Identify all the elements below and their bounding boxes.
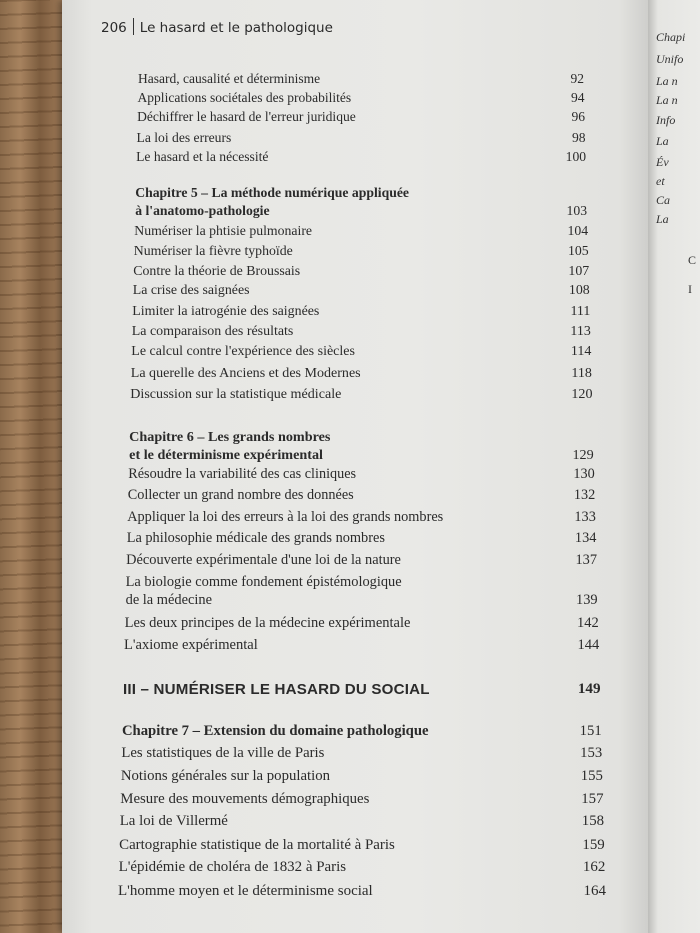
toc-section-entry [126, 529, 597, 547]
entry-page-number: 100 [565, 149, 587, 164]
facing-page-fragment: La [656, 134, 669, 148]
book-page-right [648, 0, 700, 933]
toc-section-entry [130, 385, 593, 403]
toc-section-entry [118, 858, 606, 877]
entry-page-number: 155 [580, 768, 603, 784]
toc-part-entry [122, 680, 601, 699]
entry-title-line: Limiter la iatrogénie des saignées [132, 304, 320, 319]
entry-page-number: 105 [567, 243, 589, 258]
entry-page-number: 118 [571, 365, 592, 381]
entry-title-line: La querelle des Anciens et des Modernes [130, 365, 361, 381]
toc-section-entry [126, 551, 598, 569]
entry-title-line: Collecter un grand nombre des données [127, 487, 354, 503]
toc-section-entry [133, 262, 590, 280]
toc-chapter-entry [129, 428, 594, 464]
entry-title-line: L'axiome expérimental [124, 637, 258, 653]
toc-section-entry [121, 744, 603, 763]
toc-section-entry [136, 129, 586, 146]
page-number: 206 [101, 20, 127, 36]
entry-page-number: 92 [570, 71, 584, 86]
toc-chapter-entry [135, 184, 588, 220]
entry-title-line: Découverte expérimentale d'une loi de la nature [126, 552, 401, 568]
facing-page-fragment: Chapi [656, 30, 686, 44]
toc-section-entry [133, 242, 589, 260]
entry-page-number: 113 [570, 324, 591, 339]
facing-page-fragment: La n [656, 93, 678, 107]
entry-page-number: 103 [566, 203, 588, 218]
entry-title-line: Les deux principes de la médecine expérimentale [124, 615, 411, 631]
entry-title-line: Chapitre 6 – Les grands nombres [129, 429, 331, 445]
entry-page-number: 132 [573, 487, 596, 503]
toc-chapter-entry [121, 722, 602, 741]
running-header [101, 18, 333, 36]
entry-page-number: 164 [583, 883, 606, 899]
entry-title-line: Le calcul contre l'expérience des siècles [131, 344, 355, 359]
entry-page-number: 151 [579, 723, 602, 739]
entry-page-number: 142 [576, 615, 599, 631]
entry-title-line: Mesure des mouvements démographiques [120, 791, 370, 807]
entry-title-line: La comparaison des résultats [131, 324, 294, 339]
entry-title-line: Discussion sur la statistique médicale [130, 386, 342, 402]
entry-page-number: 107 [568, 263, 590, 278]
entry-page-number: 157 [581, 791, 604, 807]
toc-section-entry [136, 148, 587, 165]
toc-section-entry [134, 222, 589, 240]
toc-section-entry [118, 882, 606, 901]
toc-section-entry [119, 836, 605, 855]
entry-title-line: Notions générales sur la population [120, 768, 330, 784]
toc-section-entry [125, 573, 598, 609]
facing-page-fragment: La n [656, 74, 678, 88]
entry-title-line: à l'anatomo-pathologie [135, 203, 270, 218]
entry-title-line: L'homme moyen et le déterminisme social [118, 883, 373, 899]
entry-title-line: Contre la théorie de Broussais [133, 263, 301, 278]
toc-section-entry [132, 303, 591, 321]
facing-page-fragment: Ca [656, 193, 671, 207]
entry-page-number: 114 [570, 344, 592, 359]
facing-page-fragment: C [688, 253, 697, 267]
entry-title-line: Applications sociétales des probabilités [137, 90, 352, 105]
entry-title-line: de la médecine [125, 592, 212, 608]
facing-page-fragment: Unifo [656, 52, 684, 66]
entry-title-line: La philosophie médicale des grands nombres [126, 530, 385, 546]
facing-page-fragment: La [656, 212, 669, 226]
toc-section-entry [130, 364, 592, 382]
entry-title-line: La crise des saignées [132, 283, 250, 298]
facing-page-fragment: Info [656, 113, 676, 127]
entry-title-line: La biologie comme fondement épistémologique [125, 574, 402, 590]
toc-section-entry [124, 636, 600, 655]
toc-section-entry [131, 323, 591, 341]
toc-section-entry [127, 508, 596, 526]
entry-title-line: Les statistiques de la ville de Paris [121, 745, 325, 761]
entry-page-number: 98 [571, 130, 586, 145]
entry-title-line: Chapitre 5 – La méthode numérique appliquée [135, 185, 410, 200]
entry-page-number: 104 [567, 223, 589, 238]
entry-title-line: Cartographie statistique de la mortalité à Paris [119, 837, 395, 853]
entry-page-number: 134 [574, 530, 597, 546]
entry-page-number: 111 [570, 304, 591, 319]
entry-page-number: 129 [572, 447, 594, 463]
entry-title-line: L'épidémie de choléra de 1832 à Paris [118, 859, 347, 875]
entry-page-number: 130 [573, 466, 595, 482]
facing-page-fragment: I [688, 282, 692, 296]
entry-page-number: 149 [577, 681, 601, 697]
entry-page-number: 162 [582, 859, 606, 875]
wooden-table-background [0, 0, 62, 933]
entry-page-number: 144 [577, 637, 600, 653]
entry-title-line: La loi des erreurs [136, 130, 232, 145]
entry-page-number: 108 [568, 283, 590, 298]
entry-title-line: Hasard, causalité et déterminisme [138, 71, 321, 86]
toc-section-entry [132, 282, 590, 300]
toc-section-entry [138, 70, 584, 87]
entry-page-number: 120 [571, 386, 593, 402]
toc-section-entry [120, 790, 604, 809]
toc-section-entry [127, 486, 596, 504]
entry-page-number: 137 [575, 552, 598, 568]
toc-section-entry [137, 89, 585, 106]
entry-page-number: 159 [582, 837, 605, 853]
entry-page-number: 94 [570, 90, 585, 105]
entry-title-line: Chapitre 7 – Extension du domaine pathologique [121, 723, 429, 739]
entry-title-line: Le hasard et la nécessité [136, 149, 269, 164]
toc-section-entry [120, 767, 603, 786]
facing-page-fragment: Év [656, 155, 669, 169]
entry-title-line: Déchiffrer le hasard de l'erreur juridique [137, 109, 356, 124]
entry-page-number: 139 [576, 592, 598, 608]
entry-title-line: Numériser la phtisie pulmonaire [134, 223, 313, 238]
toc-section-entry [119, 812, 605, 831]
entry-title-line: Résoudre la variabilité des cas cliniques [128, 466, 357, 482]
entry-title-line: Appliquer la loi des erreurs à la loi des grands nombres [127, 509, 444, 525]
toc-section-entry [124, 614, 599, 633]
toc-section-entry [131, 343, 592, 361]
running-title: Le hasard et le pathologique [139, 20, 333, 36]
entry-page-number: 158 [581, 813, 605, 829]
entry-page-number: 133 [574, 509, 596, 525]
header-divider [133, 18, 134, 35]
entry-title-line: III – NUMÉRISER LE HASARD DU SOCIAL [122, 681, 430, 698]
entry-page-number: 153 [580, 745, 603, 761]
entry-title-line: et le déterminisme expérimental [129, 447, 323, 463]
toc-section-entry [137, 108, 586, 125]
entry-title-line: La loi de Villermé [119, 813, 228, 829]
entry-title-line: Numériser la fièvre typhoïde [133, 243, 293, 258]
entry-page-number: 96 [571, 109, 586, 124]
facing-page-fragment: et [656, 174, 665, 188]
toc-section-entry [128, 465, 595, 483]
